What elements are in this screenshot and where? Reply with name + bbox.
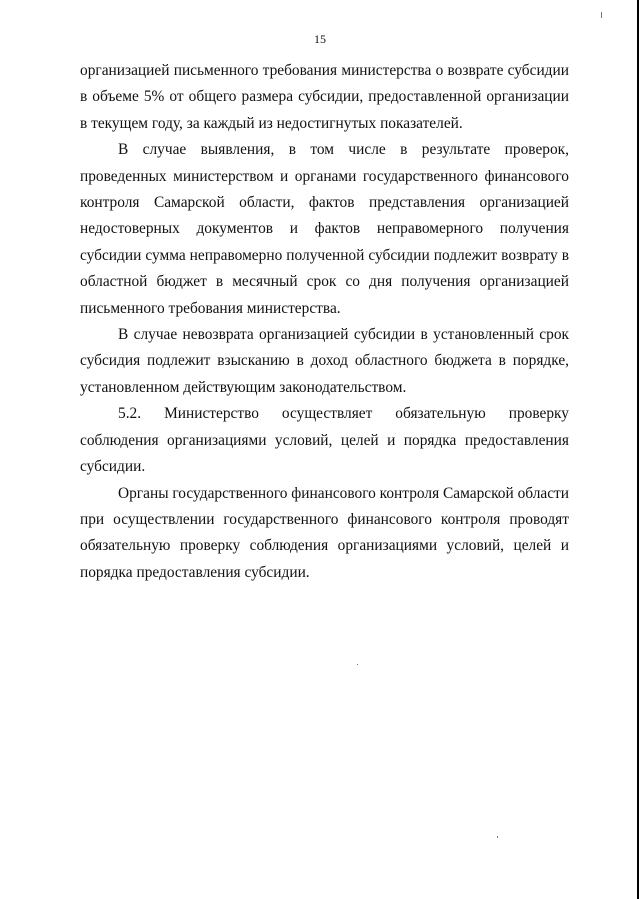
scan-artifact-bottom [497, 836, 498, 838]
paragraph-financial-control: Органы государственного финансового контроля Самарской области при осуществлении государственного финансового контроля проводят обязательную проверку соблюдения организациями условий, целей и порядка предоставления субсидии. [80, 484, 570, 581]
document-body [80, 58, 569, 586]
scan-artifact-middle [357, 664, 358, 665]
paragraph-non-return: В случае невозврата организацией субсидии в установленный срок субсидия подлежит взысканию в доход областного бюджета в порядке, установленном действующим законодательством. [80, 326, 569, 396]
scan-artifact-top-right [601, 12, 602, 18]
paragraph-section-5-2: 5.2. Министерство осуществляет обязательную проверку соблюдения организациями условий, целей и порядка предоставления субсидии. [80, 405, 569, 476]
paragraph-continuation: организацией письменного требования министерства о возврате субсидии в объеме 5% от общего размера субсидии, предоставленной организации в текущем году, за каждый из недостигнутых показателей. [80, 62, 569, 132]
paragraph-violations: В случае выявления, в том числе в результате проверок, проведенных министерством и органами государственного финансового контроля Самарской области, фактов представления организацией недостоверных документов и фактов неправомерного получения субсидии сумма неправомерно полученной субсидии подлежит возврату в областной бюджет в месячный срок со дня получения организацией письменного требования министерства. [80, 141, 569, 317]
scan-edge-right [637, 0, 639, 899]
page-number: 15 [314, 32, 326, 46]
